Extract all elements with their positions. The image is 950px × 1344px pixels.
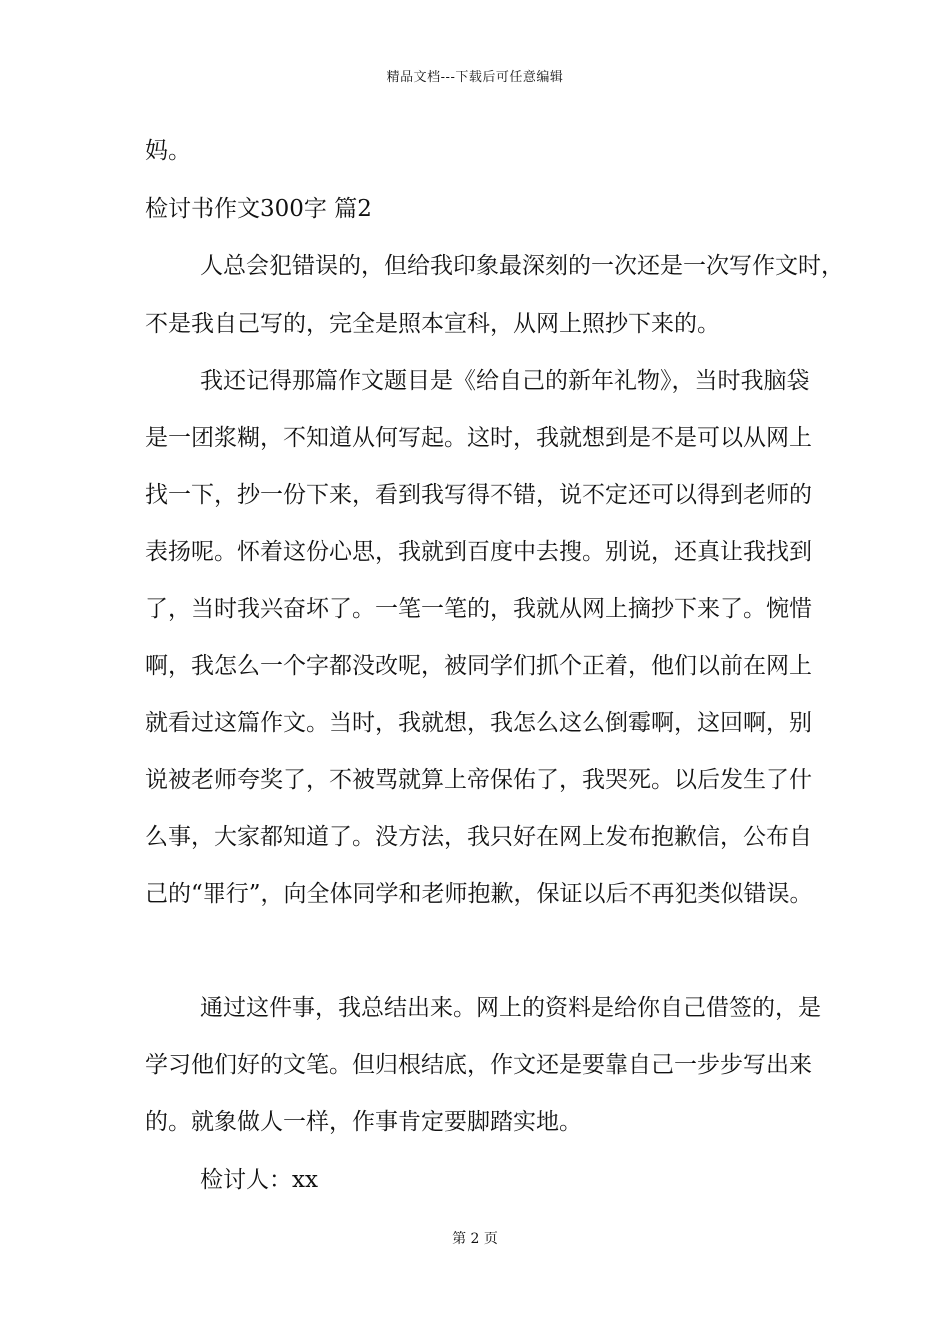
text-line: 啊，我怎么一个字都没改呢，被同学们抓个正着，他们以前在网上 [145, 653, 812, 679]
text-line: 就看过这篇作文。当时，我就想，我怎么这么倒霉啊，这回啊，别 [145, 710, 812, 736]
text-line: 表扬呢。怀着这份心思，我就到百度中去搜。别说，还真让我找到 [145, 539, 812, 565]
text-line: 了，当时我兴奋坏了。一笔一笔的，我就从网上摘抄下来了。惋惜 [145, 596, 812, 622]
text-line: 的。就象做人一样，作事肯定要脚踏实地。 [145, 1109, 582, 1135]
text-line: 我还记得那篇作文题目是《给自己的新年礼物》，当时我脑袋 [200, 368, 810, 394]
text-line: 说被老师夸奖了，不被骂就算上帝保佑了，我哭死。以后发生了什 [145, 767, 812, 793]
text-line: 找一下，抄一份下来，看到我写得不错，说不定还可以得到老师的 [145, 482, 812, 508]
text-line: 不是我自己写的，完全是照本宣科，从网上照抄下来的。 [145, 311, 720, 337]
text-line: 么事，大家都知道了。没方法，我只好在网上发布抱歉信，公布自 [145, 824, 812, 850]
text-line: 己的“罪行”，向全体同学和老师抱歉，保证以后不再犯类似错误。 [145, 881, 813, 907]
section-title: 检讨书作文300字 篇2 [145, 196, 372, 222]
text-line: 通过这件事，我总结出来。网上的资料是给你自己借签的，是 [200, 995, 821, 1021]
text-line: 人总会犯错误的，但给我印象最深刻的一次还是一次写作文时， [200, 253, 844, 279]
text-line: 妈。 [145, 138, 191, 164]
page-number: 第 2 页 [452, 1231, 498, 1247]
signature-line: 检讨人：xx [200, 1167, 318, 1193]
text-line: 是一团浆糊，不知道从何写起。这时，我就想到是不是可以从网上 [145, 425, 812, 451]
page-header: 精品文档---下载后可任意编辑 [386, 70, 564, 85]
text-line: 学习他们好的文笔。但归根结底，作文还是要靠自己一步步写出来 [145, 1052, 812, 1078]
